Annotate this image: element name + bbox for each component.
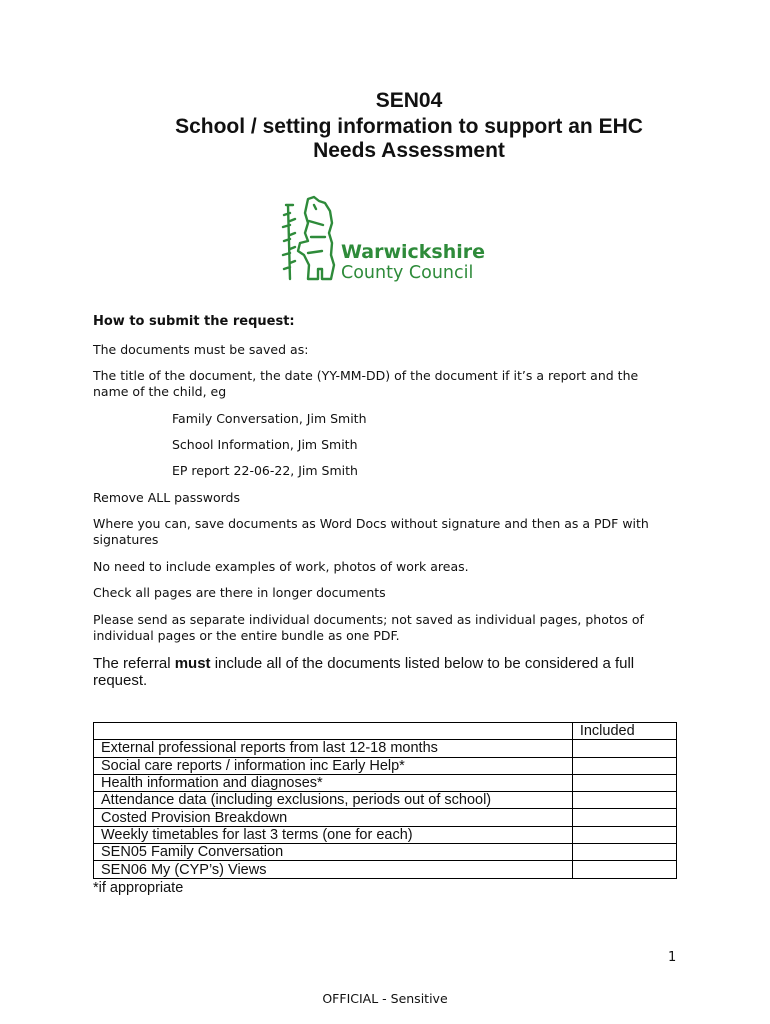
referral-prefix: The referral (93, 655, 175, 672)
included-cell[interactable] (572, 809, 676, 826)
referral-emphasis: must (174, 655, 211, 672)
word-docs-line1: Where you can, save documents as Word Docs without signature and then as a PDF with (93, 516, 649, 531)
saved-as-text: The documents must be saved as: (93, 342, 309, 357)
table-header-row (94, 723, 677, 740)
document-name: SEN06 My (CYP’s) Views (94, 861, 573, 878)
logo-line1: Warwickshire (341, 241, 486, 263)
table-header-included: Included (572, 723, 676, 740)
warwickshire-county-council-logo (278, 193, 488, 285)
referral-suffix: include all of the documents listed below to be considered a full (210, 655, 635, 672)
referral-line1 (93, 655, 693, 672)
separate-docs-line2: individual pages or the entire bundle as one PDF. (93, 628, 400, 643)
footnote: *if appropriate (93, 880, 184, 896)
table-row (94, 844, 677, 861)
table-row (94, 757, 677, 774)
table-row (94, 826, 677, 843)
example-item: Family Conversation, Jim Smith (172, 411, 367, 426)
how-to-submit-heading: How to submit the request: (93, 314, 295, 329)
table-row (94, 740, 677, 757)
check-pages-text: Check all pages are there in longer documents (93, 585, 386, 600)
table-row (94, 774, 677, 791)
document-name: Weekly timetables for last 3 terms (one for each) (94, 826, 573, 843)
included-cell[interactable] (572, 740, 676, 757)
title-rule-line1: The title of the document, the date (YY-MM-DD) of the document if it’s a report and the (93, 368, 639, 383)
referral-line2: request. (93, 672, 148, 689)
document-name: Social care reports / information inc Early Help* (94, 757, 573, 774)
included-cell[interactable] (572, 861, 676, 878)
table-row (94, 792, 677, 809)
document-name: Attendance data (including exclusions, periods out of school) (94, 792, 573, 809)
form-code: SEN04 (375, 89, 443, 112)
separate-docs-line1: Please send as separate individual documents; not saved as individual pages, photos of (93, 612, 644, 627)
included-cell[interactable] (572, 792, 676, 809)
example-item: EP report 22-06-22, Jim Smith (172, 463, 358, 478)
example-item: School Information, Jim Smith (172, 437, 358, 452)
no-examples-text: No need to include examples of work, photos of work areas. (93, 559, 469, 574)
page-title-line1: School / setting information to support an EHC (175, 115, 643, 138)
logo-line2: County Council (341, 263, 474, 283)
word-docs-line2: signatures (93, 532, 159, 547)
document-name: External professional reports from last 12-18 months (94, 740, 573, 757)
table-header-blank (94, 723, 573, 740)
document-name: Health information and diagnoses* (94, 774, 573, 791)
included-cell[interactable] (572, 826, 676, 843)
included-cell[interactable] (572, 774, 676, 791)
page-number: 1 (668, 950, 677, 965)
document-name: SEN05 Family Conversation (94, 844, 573, 861)
document-name: Costed Provision Breakdown (94, 809, 573, 826)
bear-and-ragged-staff-icon (283, 197, 334, 279)
included-cell[interactable] (572, 757, 676, 774)
table-row (94, 809, 677, 826)
table-row (94, 861, 677, 878)
included-cell[interactable] (572, 844, 676, 861)
page-title-line2: Needs Assessment (313, 139, 505, 162)
classification-footer: OFFICIAL - Sensitive (322, 991, 448, 1006)
required-documents-table (93, 722, 677, 879)
remove-passwords-text: Remove ALL passwords (93, 490, 241, 505)
title-rule-line2: name of the child, eg (93, 384, 227, 399)
